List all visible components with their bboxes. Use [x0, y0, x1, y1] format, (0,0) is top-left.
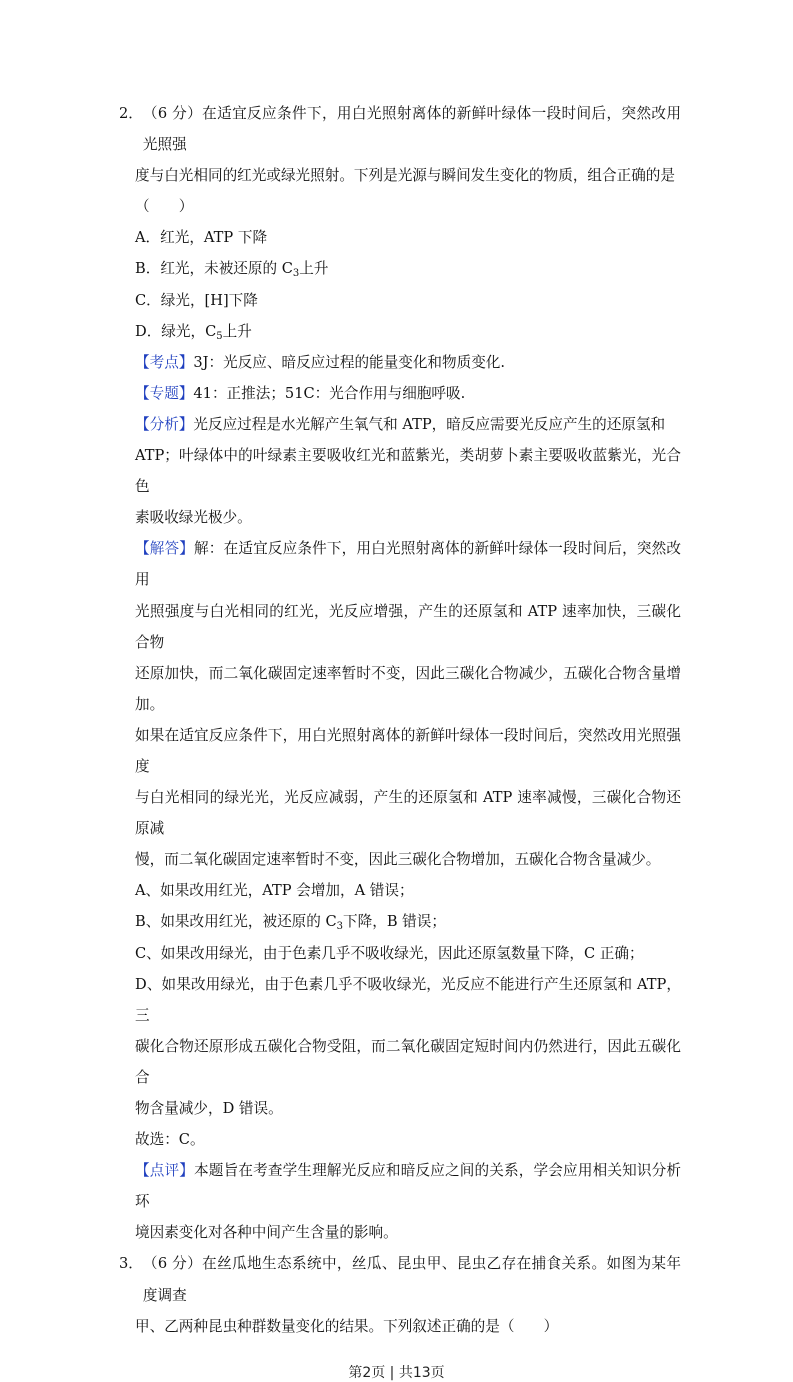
text-line — [119, 844, 681, 875]
line-text — [135, 253, 681, 284]
text-span: 3J：光反应、暗反应过程的能量变化和物质变化. — [193, 353, 506, 371]
line-text — [135, 969, 681, 1031]
subscript: 3 — [292, 268, 300, 280]
text-line — [119, 1155, 681, 1217]
text-span: B．红光，未被还原的 C — [135, 260, 293, 278]
line-text — [143, 1248, 681, 1310]
text-span: C．绿光，[H]下降 — [135, 291, 258, 309]
text-line — [119, 969, 681, 1031]
line-text — [135, 160, 681, 191]
text-span: （6 分）在丝瓜地生态系统中，丝瓜、昆虫甲、昆虫乙存在捕食关系。如图为某年度调查 — [142, 1255, 681, 1304]
section-tag: 【点评】 — [135, 1162, 195, 1180]
section-tag: 【考点】 — [135, 353, 194, 371]
section-tag: 【解答】 — [135, 540, 195, 558]
text-span: 本题旨在考查学生理解光反应和暗反应之间的关系，学会应用相关知识分析环 — [135, 1162, 681, 1211]
text-span: 慢，而二氧化碳固定速率暂时不变，因此三碳化合物增加，五碳化合物含量减少。 — [135, 851, 661, 869]
text-line — [119, 222, 681, 253]
line-text — [135, 1031, 681, 1093]
page-footer: 第2页 | 共13页 — [348, 1365, 445, 1381]
text-line — [119, 1031, 681, 1093]
subscript: 5 — [216, 330, 223, 342]
text-line — [119, 658, 681, 720]
text-span: A、如果改用红光，ATP 会增加，A 错误； — [135, 882, 414, 900]
text-span: 度与白光相同的红光或绿光照射。下列是光源与瞬间发生变化的物质，组合正确的是 — [135, 167, 675, 185]
text-line — [119, 502, 681, 533]
text-line — [119, 782, 681, 844]
text-line — [119, 409, 681, 440]
text-line — [119, 533, 681, 595]
text-line — [119, 347, 681, 378]
subscript: 3 — [336, 921, 344, 933]
text-line — [119, 160, 681, 191]
line-text — [135, 938, 681, 969]
line-text — [143, 98, 681, 160]
text-line — [119, 906, 681, 937]
line-text — [135, 1124, 681, 1155]
text-span: ATP；叶绿体中的叶绿素主要吸收红光和蓝紫光，类胡萝卜素主要吸收蓝紫光，光合色 — [135, 447, 681, 496]
text-line — [119, 316, 681, 347]
line-text — [135, 191, 681, 222]
text-span: 故选：C。 — [135, 1131, 205, 1149]
text-line — [119, 253, 681, 284]
text-line — [119, 1217, 681, 1248]
text-line — [119, 1311, 681, 1342]
text-span: 与白光相同的绿光光，光反应减弱，产生的还原氢和 ATP 速率减慢，三碳化合物还原减 — [135, 789, 681, 838]
text-span: 素吸收绿光极少。 — [135, 509, 252, 527]
line-text — [135, 285, 681, 316]
text-span: 41：正推法；51C：光合作用与细胞呼吸. — [193, 384, 466, 402]
text-line — [119, 98, 681, 160]
text-span: 光反应过程是水光解产生氧气和 ATP，暗反应需要光反应产生的还原氢和 — [193, 415, 666, 433]
text-span: 上升 — [222, 322, 252, 340]
text-line — [119, 378, 681, 409]
line-text — [135, 906, 681, 937]
section-tag: 【专题】 — [135, 384, 194, 402]
text-line — [119, 1248, 681, 1310]
text-span: 碳化合物还原形成五碳化合物受阻，而二氧化碳固定短时间内仍然进行，因此五碳化合 — [135, 1037, 681, 1086]
line-text — [135, 844, 681, 875]
section-tag: 【分析】 — [135, 415, 194, 433]
text-span: 解：在适宜反应条件下，用白光照射离体的新鲜叶绿体一段时间后，突然改用 — [135, 540, 681, 589]
text-line — [119, 720, 681, 782]
line-text — [135, 1311, 681, 1342]
document-body — [119, 98, 681, 1342]
question-number: 2． — [119, 105, 143, 122]
text-line — [119, 596, 681, 658]
line-text — [135, 1093, 681, 1124]
text-span: 境因素变化对各种中间产生含量的影响。 — [135, 1224, 398, 1242]
question-number: 3． — [119, 1255, 143, 1273]
text-span: C、如果改用绿光，由于色素几乎不吸收绿光，因此还原氢数量下降，C 正确； — [135, 944, 644, 962]
text-line — [119, 440, 681, 502]
text-line — [119, 191, 681, 222]
line-text — [135, 378, 681, 409]
text-span: B、如果改用红光，被还原的 C — [135, 913, 337, 931]
text-span: 还原加快，而二氧化碳固定速率暂时不变，因此三碳化合物减少，五碳化合物含量增加。 — [135, 664, 681, 713]
text-line — [119, 938, 681, 969]
text-span: 物含量减少，D 错误。 — [135, 1100, 283, 1117]
line-text — [135, 658, 681, 720]
text-span: 上升 — [299, 260, 329, 278]
text-span: D．绿光，C — [135, 322, 217, 340]
text-span: D、如果改用绿光，由于色素几乎不吸收绿光，光反应不能进行产生还原氢和 ATP，三 — [135, 975, 681, 1024]
line-text — [135, 533, 681, 595]
text-line — [119, 875, 681, 906]
text-span: 下降，B 错误； — [343, 913, 446, 931]
line-text — [135, 440, 681, 502]
line-text — [135, 222, 681, 253]
line-text — [135, 347, 681, 378]
text-span: 甲、乙两种昆虫种群数量变化的结果。下列叙述正确的是（ ） — [135, 1317, 559, 1335]
line-text — [135, 316, 681, 347]
text-span: A．红光，ATP 下降 — [135, 229, 268, 247]
text-line — [119, 285, 681, 316]
text-span: （6 分）在适宜反应条件下，用白光照射离体的新鲜叶绿体一段时间后，突然改用光照强 — [142, 105, 681, 154]
text-span: 光照强度与白光相同的红光，光反应增强，产生的还原氢和 ATP 速率加快，三碳化合物 — [135, 602, 681, 651]
line-text — [135, 502, 681, 533]
line-text — [135, 596, 681, 658]
text-line — [119, 1124, 681, 1155]
text-line — [119, 1093, 681, 1124]
text-span: （ ） — [135, 198, 194, 216]
line-text — [135, 720, 681, 782]
line-text — [135, 782, 681, 844]
line-text — [135, 1217, 681, 1248]
line-text — [135, 1155, 681, 1217]
text-span: 如果在适宜反应条件下，用白光照射离体的新鲜叶绿体一段时间后，突然改用光照强度 — [135, 726, 681, 775]
line-text — [135, 875, 681, 906]
line-text — [135, 409, 681, 440]
